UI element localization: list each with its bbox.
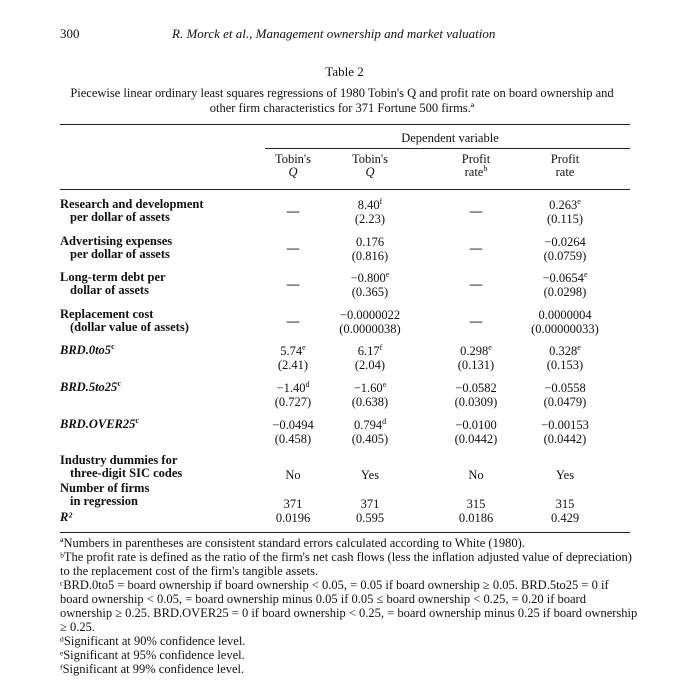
- table-cell: [431, 418, 521, 446]
- cell-value: −0.0654: [542, 271, 584, 285]
- cell-value: −0.0558: [544, 381, 586, 395]
- footnote-e: ᵉSignificant at 95% confidence level.: [60, 648, 245, 662]
- table-cell: [520, 235, 610, 263]
- page-number: 300: [60, 26, 80, 41]
- header-subrule: [265, 148, 630, 149]
- column-header-3: [431, 153, 521, 179]
- row-label-text: Advertising expenses: [60, 234, 173, 248]
- column-header-line2-text: rate: [555, 165, 575, 179]
- industry-dummies-value: Yes: [360, 468, 380, 482]
- cell-standard-error: (0.638): [351, 395, 389, 409]
- cell-value: —: [286, 204, 300, 218]
- column-header-line2: [431, 163, 521, 179]
- cell-standard-error: (0.365): [351, 285, 389, 299]
- row-label: [60, 271, 166, 297]
- row-label-line2: per dollar of assets: [70, 210, 170, 224]
- column-header-4: [520, 153, 610, 179]
- cell-standard-error: (0.405): [351, 432, 389, 446]
- cell-value: —: [286, 277, 300, 291]
- row-label-text: BRD.0to5: [60, 343, 112, 357]
- r-squared-value: 0.0196: [275, 511, 311, 525]
- table-cell: [520, 344, 610, 372]
- row-label-text: Replacement cost: [60, 307, 154, 321]
- cell-value: −0.0100: [455, 418, 497, 432]
- column-header-line1: Tobin's: [351, 152, 389, 166]
- column-header-line2-text: Q: [365, 165, 375, 179]
- table-cell: [325, 344, 415, 372]
- cell-standard-error: (0.0298): [543, 285, 587, 299]
- cell-standard-error: (0.816): [351, 249, 389, 263]
- table-cell: [431, 198, 521, 218]
- cell-standard-error: (2.04): [354, 358, 386, 372]
- cell-value: 5.74: [280, 344, 303, 358]
- footnote-a: ªNumbers in parentheses are consistent standard errors calculated according to White (1980).: [60, 536, 525, 550]
- row-label: [60, 235, 172, 261]
- footnote-marker: c: [135, 415, 139, 425]
- column-header-line2: [520, 166, 610, 179]
- cell-standard-error: (0.727): [274, 395, 312, 409]
- cell-standard-error: (2.41): [277, 358, 309, 372]
- row-label-line2: dollar of assets: [70, 283, 149, 297]
- cell-value: 0.263: [549, 198, 578, 212]
- footnote-marker: c: [111, 341, 115, 351]
- table-cell: [520, 381, 610, 409]
- footnote-marker: e: [385, 269, 390, 279]
- cell-standard-error: (0.0309): [454, 395, 498, 409]
- footnote-marker: e: [577, 342, 581, 352]
- row-label-number-of-firms: [60, 482, 149, 508]
- running-title: R. Morck et al., Management ownership and market valuation: [172, 26, 496, 41]
- number-of-firms-value: 371: [283, 497, 303, 511]
- column-header-line1: Tobin's: [274, 152, 312, 166]
- cell-value: —: [469, 314, 483, 328]
- cell-value: 6.17: [357, 344, 380, 358]
- cell-value: —: [469, 204, 483, 218]
- cell-value: —: [286, 314, 300, 328]
- footnote-marker: b: [483, 163, 488, 173]
- table-cell: [325, 198, 415, 226]
- industry-dummies-value: No: [468, 468, 484, 482]
- cell-value: 0.0000004: [538, 308, 592, 322]
- row-label-text: BRD.5to25: [60, 380, 118, 394]
- table-cell: [520, 418, 610, 446]
- footnote-marker: c: [117, 378, 121, 388]
- column-header-line2: [325, 166, 415, 179]
- cell-standard-error: (0.0442): [454, 432, 498, 446]
- number-of-firms-value: 315: [555, 497, 575, 511]
- row-label-text: Research and development: [60, 197, 204, 211]
- cell-value: 0.328: [549, 344, 578, 358]
- header-bottom-rule: [60, 189, 630, 190]
- cell-value: 0.298: [460, 344, 489, 358]
- table-cell: [520, 271, 610, 299]
- row-label: [60, 308, 189, 334]
- cell-value: 8.40: [357, 198, 380, 212]
- row-label-line2: in regression: [70, 494, 138, 508]
- cell-value: —: [286, 241, 300, 255]
- table-cell: [325, 381, 415, 409]
- table-cell: [325, 271, 415, 299]
- cell-standard-error: (0.0000038): [339, 322, 401, 336]
- footnote-marker: e: [583, 269, 588, 279]
- footnote-marker: f: [379, 196, 383, 206]
- table-cell: [431, 235, 521, 255]
- table-cell: [431, 271, 521, 291]
- footnote-marker: e: [302, 342, 306, 352]
- cell-value: −0.00153: [541, 418, 589, 432]
- table-caption: Piecewise linear ordinary least squares regressions of 1980 Tobin's Q and profit rate on board ownership and other firm characteristics for 371 Fortune 500 firms.ª: [70, 86, 614, 115]
- cell-value: −0.0264: [544, 235, 586, 249]
- row-label-line2: three-digit SIC codes: [70, 466, 183, 480]
- column-header-line2-text: Q: [288, 165, 298, 179]
- footnote-marker: f: [379, 342, 383, 352]
- industry-dummies-value: Yes: [555, 468, 575, 482]
- cell-value: −1.40: [276, 381, 306, 395]
- row-label: [60, 341, 115, 357]
- row-label: [60, 415, 139, 431]
- cell-value: −0.0494: [272, 418, 314, 432]
- row-label-r-squared: R²: [60, 510, 73, 524]
- footnote-c: ᶜBRD.0to5 = board ownership if board ownership < 0.05, = 0.05 if board ownership ≥ 0.05. BRD.5to25 = 0 if board ownership < 0.05, = board ownership minus 0.05 if 0.05 ≤ board ownership < 0.25, = 0.20 if board ownership ≥ 0.25. BRD.OVER25 = 0 if board ownership < 0.25, = board ownership minus 0.25 if board ownership ≥ 0.25.: [60, 578, 638, 634]
- row-label-line1: Number of firms: [60, 481, 150, 495]
- row-label-line1: Industry dummies for: [60, 453, 178, 467]
- top-rule: [60, 124, 630, 125]
- r-squared-value: 0.429: [550, 511, 580, 525]
- row-label: [60, 198, 204, 224]
- row-label-line1: [60, 341, 115, 357]
- table-bottom-rule: [60, 532, 630, 533]
- dependent-variable-header: Dependent variable: [401, 131, 499, 145]
- industry-dummies-value: No: [285, 468, 301, 482]
- row-label-line2: per dollar of assets: [70, 247, 170, 261]
- row-label-industry-dummies: [60, 454, 182, 480]
- number-of-firms-value: 315: [466, 497, 486, 511]
- r-squared-value: 0.595: [355, 511, 385, 525]
- row-label-text: BRD.OVER25: [60, 417, 136, 431]
- cell-value: 0.176: [355, 235, 385, 249]
- footnote-marker: e: [488, 342, 492, 352]
- r-squared-value: 0.0186: [458, 511, 494, 525]
- cell-value: —: [469, 241, 483, 255]
- footnote-marker: d: [305, 379, 310, 389]
- footnote-marker: e: [577, 196, 581, 206]
- cell-value: −0.800: [350, 271, 386, 285]
- footnote-marker: d: [382, 416, 387, 426]
- column-header-line1: Profit: [461, 152, 491, 166]
- table-cell: [431, 381, 521, 409]
- cell-standard-error: (0.0442): [543, 432, 587, 446]
- cell-value: −1.60: [353, 381, 383, 395]
- footnote-d: ᵈSignificant at 90% confidence level.: [60, 634, 246, 648]
- cell-standard-error: (0.0479): [543, 395, 587, 409]
- footnote-b: ᵇThe profit rate is defined as the ratio of the firm's net cash flows (less the inflation adjusted value of depreciation) to the replacement cost of the firm's tangible assets.: [60, 550, 632, 578]
- cell-standard-error: (0.0759): [543, 249, 587, 263]
- cell-standard-error: (0.115): [547, 212, 583, 226]
- table-cell: [520, 308, 610, 336]
- column-header-line1: Profit: [550, 152, 580, 166]
- cell-standard-error: (2.23): [354, 212, 386, 226]
- table-cell: [431, 308, 521, 328]
- row-label-line2: (dollar value of assets): [70, 320, 189, 334]
- row-label-line1: [60, 415, 139, 431]
- table-title: Table 2: [325, 64, 364, 79]
- cell-standard-error: (0.458): [274, 432, 312, 446]
- table-cell: [325, 418, 415, 446]
- cell-value: −0.0582: [455, 381, 497, 395]
- cell-standard-error: (0.131): [457, 358, 495, 372]
- table-cell: [431, 344, 521, 372]
- cell-standard-error: (0.153): [546, 358, 584, 372]
- footnote-marker: e: [382, 379, 387, 389]
- table-cell: [325, 235, 415, 263]
- footnote-f: ᶠSignificant at 99% confidence level.: [60, 662, 245, 676]
- table-cell: [520, 198, 610, 226]
- row-label-text: Long-term debt per: [60, 270, 166, 284]
- number-of-firms-value: 371: [360, 497, 380, 511]
- column-header-line2-text: rate: [464, 165, 484, 179]
- row-label: [60, 378, 121, 394]
- table-cell: [325, 308, 415, 336]
- cell-value: —: [469, 277, 483, 291]
- cell-standard-error: (0.00000033): [531, 322, 599, 336]
- column-header-2: [325, 153, 415, 179]
- cell-value: 0.794: [353, 418, 383, 432]
- cell-value: −0.0000022: [339, 308, 401, 322]
- row-label-line1: [60, 378, 121, 394]
